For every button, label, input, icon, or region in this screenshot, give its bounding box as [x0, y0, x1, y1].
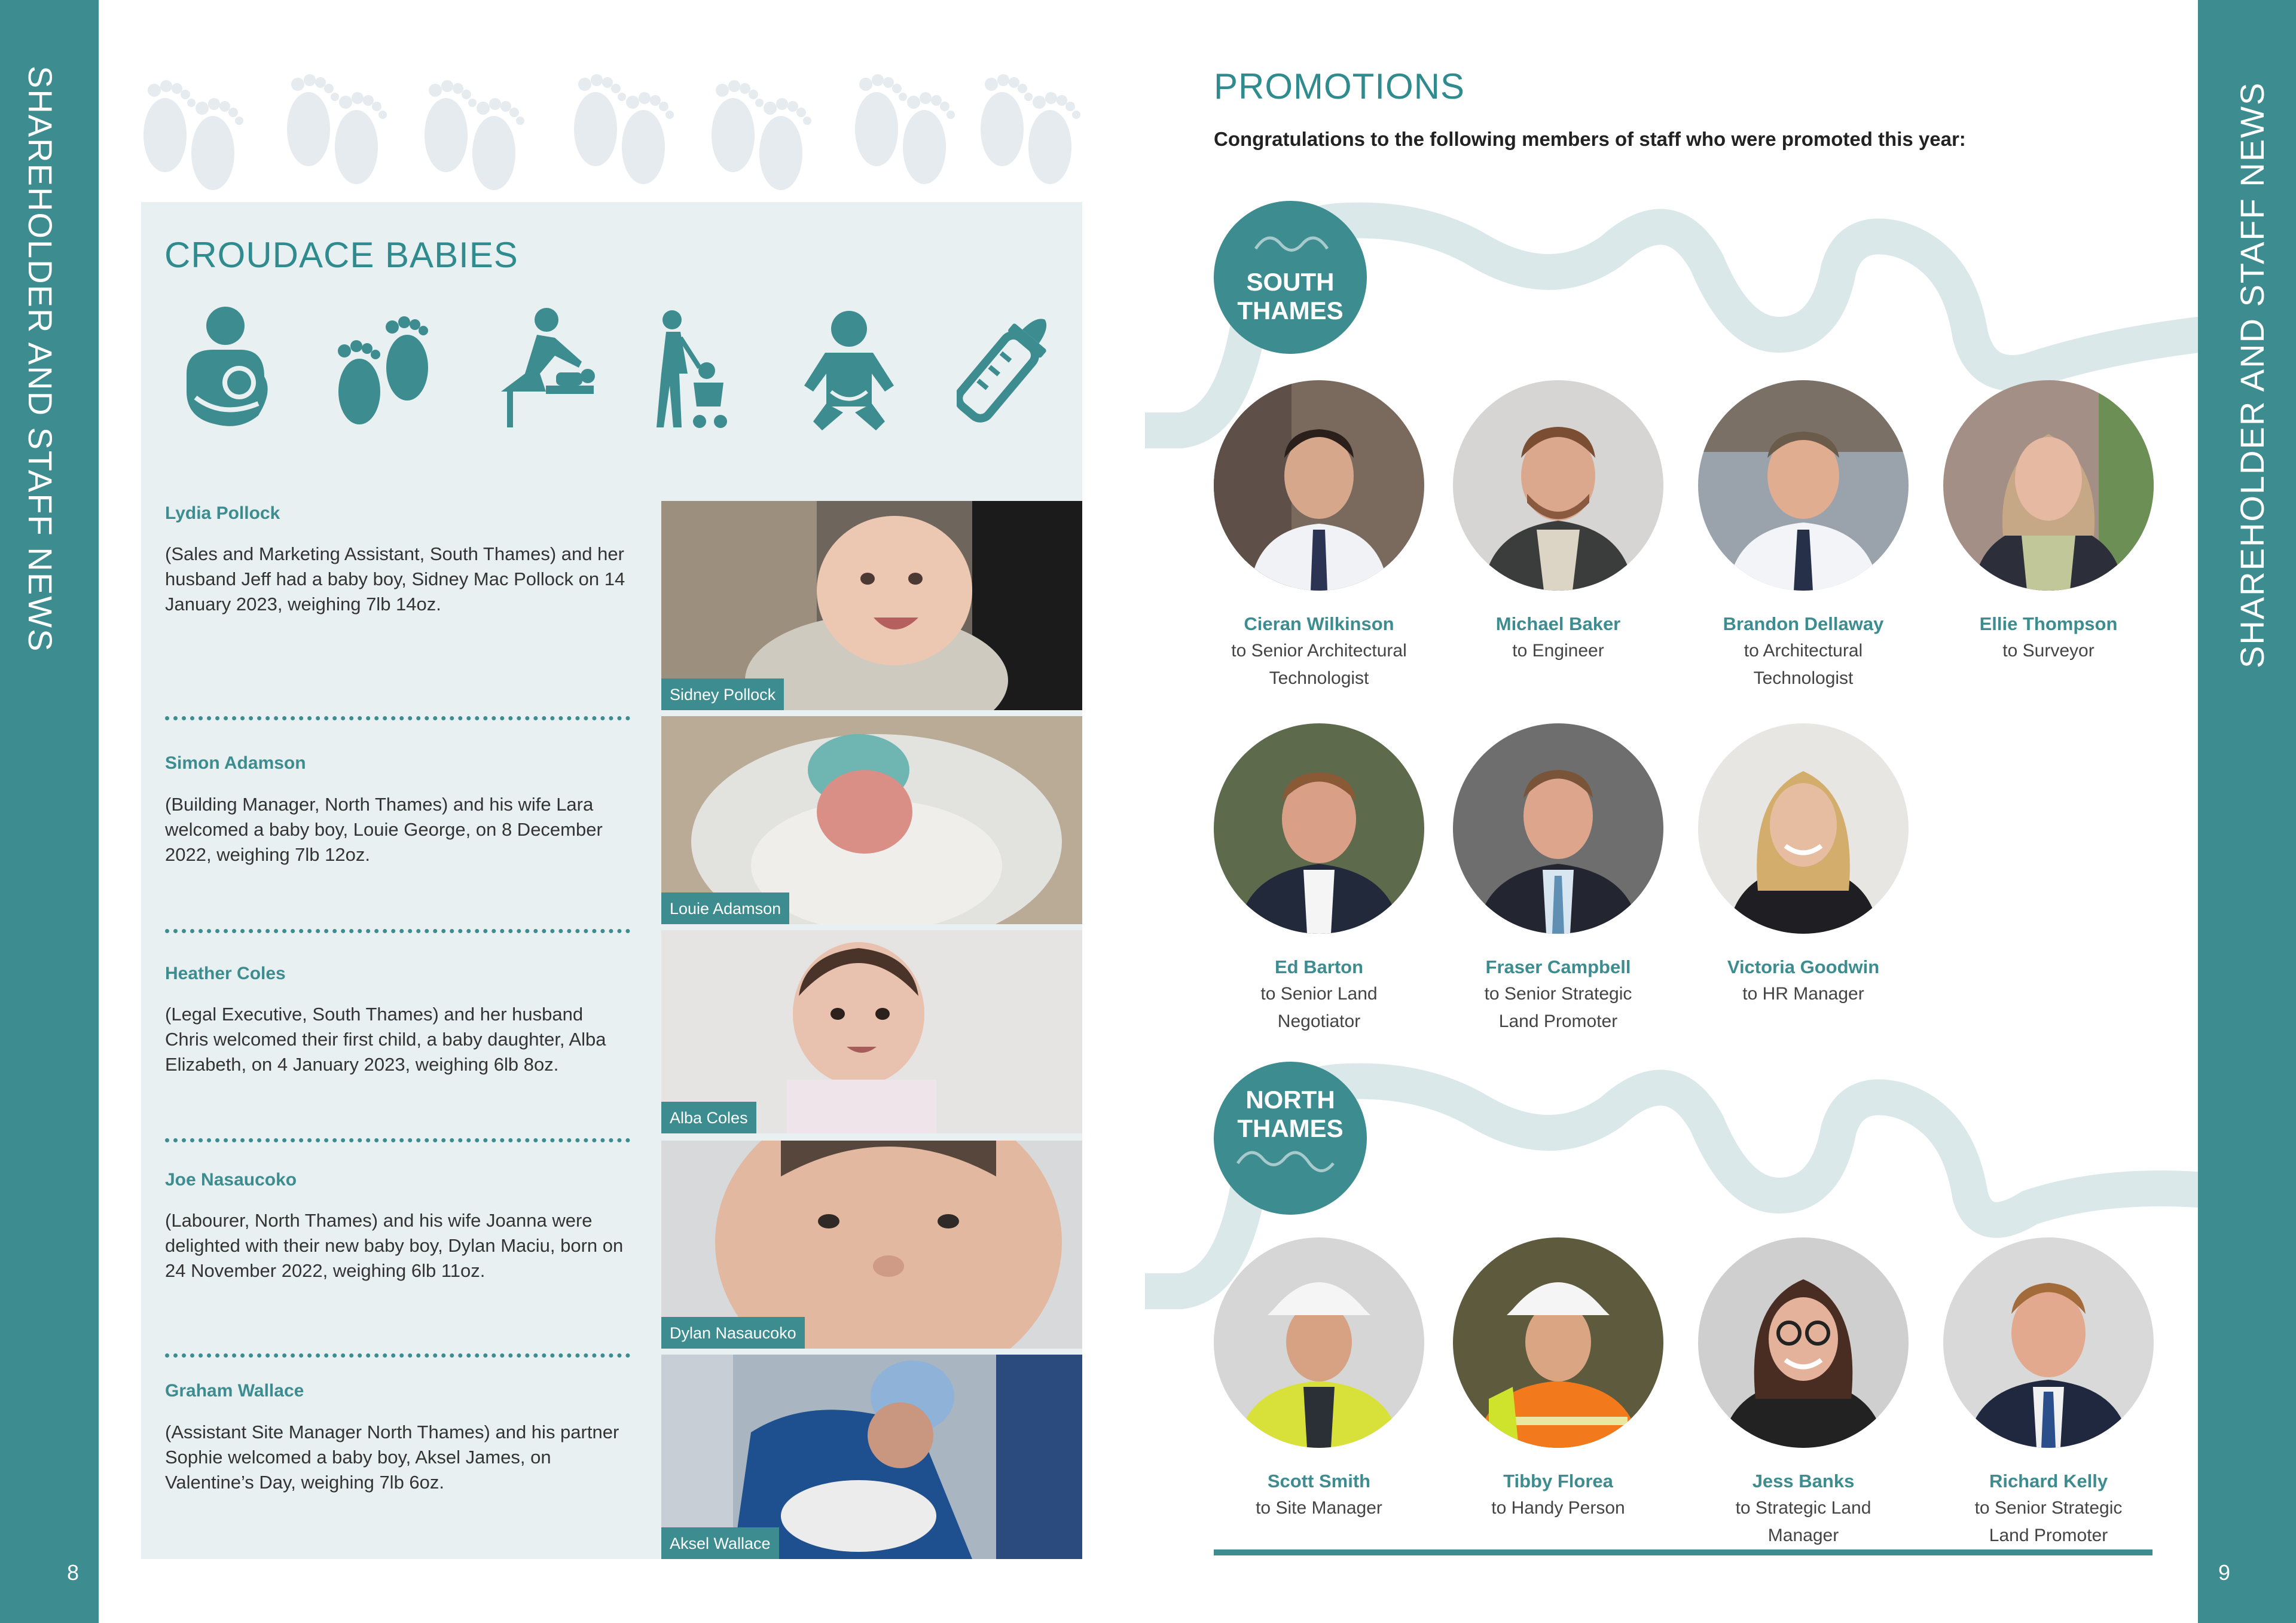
region-label-line1: SOUTH: [1246, 268, 1335, 296]
baby-icon: [801, 302, 897, 433]
person-role: to Site Manager: [1256, 1498, 1382, 1518]
person-role: to Architectural Technologist: [1744, 641, 1863, 688]
portrait-photo: [1698, 380, 1909, 591]
left-vertical-title: SHAREHOLDER AND STAFF NEWS: [22, 66, 59, 653]
photo-caption: Alba Coles: [661, 1102, 756, 1133]
person-name: Ellie Thompson: [1979, 613, 2118, 634]
person-role: to Senior Strategic Land Promoter: [1484, 984, 1632, 1031]
person-card: [1684, 1237, 1923, 1549]
breastfeeding-icon: [169, 302, 288, 433]
right-vertical-title: SHAREHOLDER AND STAFF NEWS: [2233, 81, 2271, 668]
person-card: [1929, 380, 2168, 665]
person-card: [1684, 380, 1923, 692]
person-card: [1199, 1237, 1439, 1522]
footprints-decoration-icon: [141, 57, 1082, 195]
person-name: Cieran Wilkinson: [1244, 613, 1394, 634]
babies-title: CROUDACE BABIES: [164, 235, 518, 275]
person-role: to Strategic Land Manager: [1735, 1498, 1871, 1545]
person-card: [1439, 380, 1678, 665]
dotted-divider: [165, 1353, 630, 1358]
person-name: Richard Kelly: [1989, 1471, 2108, 1491]
region-label-line2: THAMES: [1237, 297, 1344, 325]
person-role: to HR Manager: [1742, 984, 1864, 1004]
person-name: Tibby Florea: [1503, 1471, 1613, 1491]
person-name: Victoria Goodwin: [1727, 956, 1880, 977]
changing-table-icon: [489, 302, 597, 433]
person-card: [1439, 1237, 1678, 1522]
portrait-photo: [1943, 1237, 2154, 1448]
baby-footprints-icon: [326, 302, 446, 433]
portrait-photo: [1453, 723, 1663, 934]
bottom-rule: [1214, 1549, 2152, 1555]
dotted-divider: [165, 716, 630, 720]
photo-caption: Aksel Wallace: [661, 1527, 779, 1559]
entry-name-heather-coles: Heather Coles: [165, 964, 286, 983]
promotions-title: PROMOTIONS: [1214, 66, 1465, 106]
baby-photo-alba: [661, 930, 1082, 1133]
dotted-divider: [165, 929, 630, 933]
portrait-photo: [1453, 1237, 1663, 1448]
baby-photo-aksel: [661, 1355, 1082, 1559]
entry-text-lydia-pollock: (Sales and Marketing Assistant, South Thames) and her husband Jeff had a baby boy, Sidney Mac Pollock on 14 January 2023, weighing 7lb 14oz.: [165, 543, 625, 615]
entry-name-lydia-pollock: Lydia Pollock: [165, 503, 280, 523]
photo-caption: Sidney Pollock: [661, 678, 784, 710]
portrait-photo: [1214, 1237, 1424, 1448]
entry-name-simon-adamson: Simon Adamson: [165, 753, 306, 773]
person-role: to Surveyor: [2002, 641, 2095, 661]
person-card: [1929, 1237, 2168, 1549]
baby-photo-sidney: [661, 501, 1082, 710]
portrait-photo: [1698, 723, 1909, 934]
entry-text-simon-adamson: (Building Manager, North Thames) and his wife Lara welcomed a baby boy, Louie George, on 8 December 2022, weighing 7lb 12oz.: [165, 794, 603, 865]
region-badge-south-thames: [1214, 201, 1367, 354]
person-name: Fraser Campbell: [1485, 956, 1631, 977]
person-role: to Senior Strategic Land Promoter: [1974, 1498, 2123, 1545]
person-card: [1439, 723, 1678, 1035]
person-name: Ed Barton: [1274, 956, 1364, 977]
region-label-line2: THAMES: [1237, 1114, 1344, 1142]
person-name: Brandon Dellaway: [1723, 613, 1884, 634]
baby-photo-dylan: [661, 1141, 1082, 1349]
portrait-photo: [1214, 380, 1424, 591]
person-role: to Handy Person: [1491, 1498, 1625, 1518]
person-name: Jess Banks: [1752, 1471, 1855, 1491]
region-label-line1: NORTH: [1245, 1086, 1335, 1114]
person-card: [1199, 723, 1439, 1035]
person-role: to Engineer: [1512, 641, 1604, 661]
dotted-divider: [165, 1138, 630, 1142]
portrait-photo: [1214, 723, 1424, 934]
photo-caption: Dylan Nasaucoko: [661, 1317, 805, 1349]
entry-name-joe-nasaucoko: Joe Nasaucoko: [165, 1170, 297, 1190]
page-number-left: 8: [67, 1560, 80, 1585]
promotions-subtitle: Congratulations to the following members of staff who were promoted this year:: [1214, 128, 1966, 150]
person-role: to Senior Architectural Technologist: [1231, 641, 1407, 688]
entry-text-joe-nasaucoko: (Labourer, North Thames) and his wife Joanna were delighted with their new baby boy, Dylan Maciu, born on 24 November 2022, weighing 6lb 11oz.: [165, 1210, 624, 1281]
entry-name-graham-wallace: Graham Wallace: [165, 1381, 304, 1401]
portrait-photo: [1943, 380, 2154, 591]
stroller-icon: [646, 302, 735, 433]
portrait-photo: [1698, 1237, 1909, 1448]
portrait-photo: [1453, 380, 1663, 591]
page-number-right: 9: [2218, 1560, 2231, 1585]
baby-photo-louie: [661, 716, 1082, 924]
person-role: to Senior Land Negotiator: [1260, 984, 1378, 1031]
baby-bottle-icon: [957, 302, 1052, 433]
person-card: [1199, 380, 1439, 692]
region-badge-north-thames: [1214, 1062, 1367, 1215]
person-card: [1684, 723, 1923, 1008]
entry-text-heather-coles: (Legal Executive, South Thames) and her husband Chris welcomed their first child, a baby daughter, Alba Elizabeth, on 4 January 2023, weighing 6lb 8oz.: [165, 1004, 606, 1075]
photo-caption: Louie Adamson: [661, 893, 789, 924]
person-name: Michael Baker: [1495, 613, 1621, 634]
person-name: Scott Smith: [1267, 1471, 1371, 1491]
entry-text-graham-wallace: (Assistant Site Manager North Thames) and his partner Sophie welcomed a baby boy, Aksel James, on Valentine’s Day, weighing 7lb 6oz.: [165, 1422, 619, 1493]
